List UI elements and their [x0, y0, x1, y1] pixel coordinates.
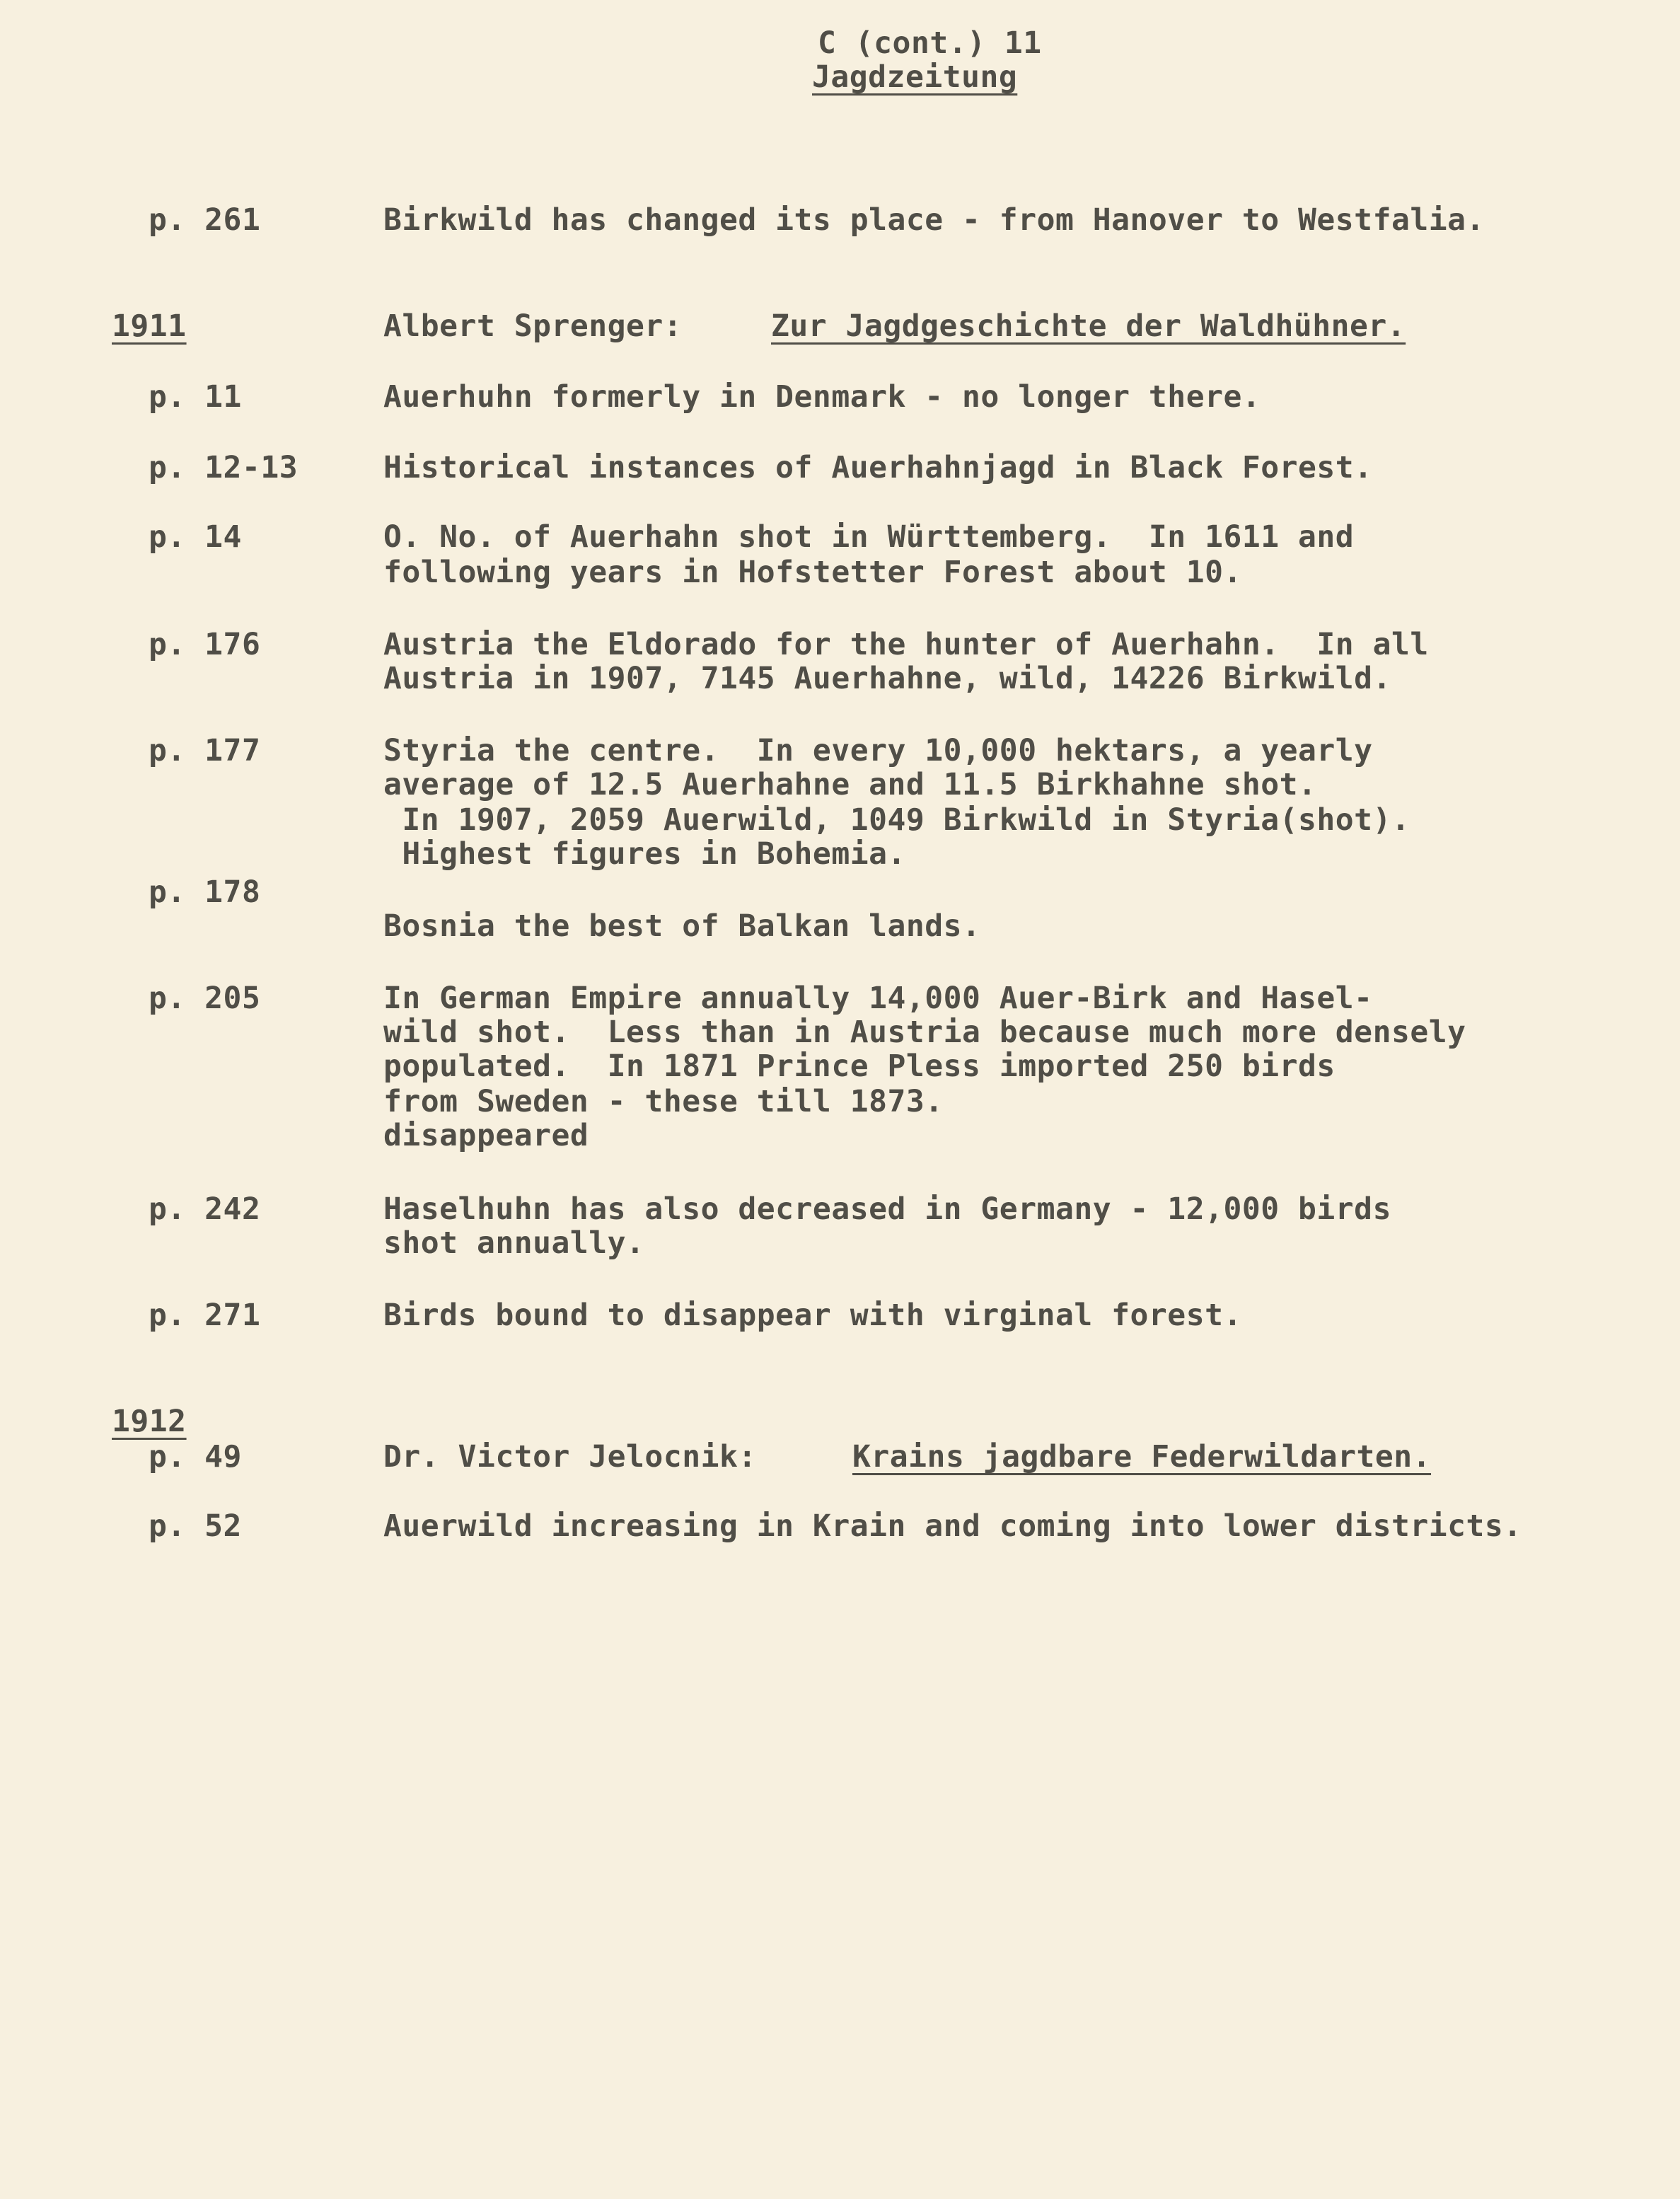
- entry-text: Auerwild increasing in Krain and coming into lower districts.: [383, 1508, 1522, 1544]
- page-ref-49: p. 49: [149, 1439, 242, 1474]
- page-ref-178: p. 178: [149, 875, 261, 910]
- page-ref-205: p. 205: [149, 981, 261, 1016]
- page-ref-177: p. 177: [149, 733, 261, 768]
- page-ref-12-13: p. 12-13: [149, 450, 299, 485]
- entry-text: Styria the centre. In every 10,000 hektars, a yearly: [383, 733, 1373, 768]
- entry-text: following years in Hofstetter Forest about 10.: [383, 555, 1242, 590]
- entry-text: Historical instances of Auerhahnjagd in Black Forest.: [383, 450, 1373, 485]
- author-jelocnik: Dr. Victor Jelocnik:: [383, 1439, 757, 1474]
- page-ref-14: p. 14: [149, 519, 242, 555]
- entry-text: disappeared: [383, 1118, 589, 1153]
- entry-text: populated. In 1871 Prince Pless imported 250 birds: [383, 1049, 1336, 1084]
- entry-text: from Sweden - these till 1873.: [383, 1084, 944, 1119]
- entry-text: In German Empire annually 14,000 Auer-Birk and Hasel-: [383, 981, 1373, 1016]
- journal-title: Jagdzeitung: [812, 59, 1018, 95]
- year-1911: 1911: [112, 308, 187, 344]
- work-title-jelocnik: Krains jagdbare Federwildarten.: [852, 1439, 1432, 1474]
- entry-text: O. No. of Auerhahn shot in Württemberg. In 1611 and: [383, 519, 1355, 555]
- entry-text: Birkwild has changed its place - from Hanover to Westfalia.: [383, 202, 1485, 238]
- page-ref-271: p. 271: [149, 1298, 261, 1333]
- entry-text: shot annually.: [383, 1225, 645, 1261]
- entry-text: average of 12.5 Auerhahne and 11.5 Birkhahne shot.: [383, 767, 1317, 802]
- entry-text: In 1907, 2059 Auerwild, 1049 Birkwild in Styria(shot).: [383, 802, 1410, 838]
- entry-text: wild shot. Less than in Austria because much more densely: [383, 1015, 1466, 1050]
- section-heading: C (cont.) 11: [818, 25, 1042, 61]
- page-ref-11: p. 11: [149, 379, 242, 415]
- entry-text: Auerhuhn formerly in Denmark - no longer there.: [383, 379, 1261, 415]
- entry-text: Austria the Eldorado for the hunter of Auerhahn. In all: [383, 627, 1429, 662]
- entry-text: Highest figures in Bohemia.: [383, 836, 906, 872]
- entry-text: Bosnia the best of Balkan lands.: [383, 908, 981, 944]
- work-title-sprenger: Zur Jagdgeschichte der Waldhühner.: [771, 308, 1406, 344]
- entry-text: Austria in 1907, 7145 Auerhahne, wild, 14226 Birkwild.: [383, 661, 1391, 696]
- page-ref-261: p. 261: [149, 202, 261, 238]
- page-ref-52: p. 52: [149, 1508, 242, 1544]
- author-sprenger: Albert Sprenger:: [383, 308, 683, 344]
- page-ref-176: p. 176: [149, 627, 261, 662]
- entry-text: Haselhuhn has also decreased in Germany - 12,000 birds: [383, 1191, 1391, 1227]
- entry-text: Birds bound to disappear with virginal forest.: [383, 1298, 1242, 1333]
- year-1912: 1912: [112, 1404, 187, 1439]
- page-ref-242: p. 242: [149, 1191, 261, 1227]
